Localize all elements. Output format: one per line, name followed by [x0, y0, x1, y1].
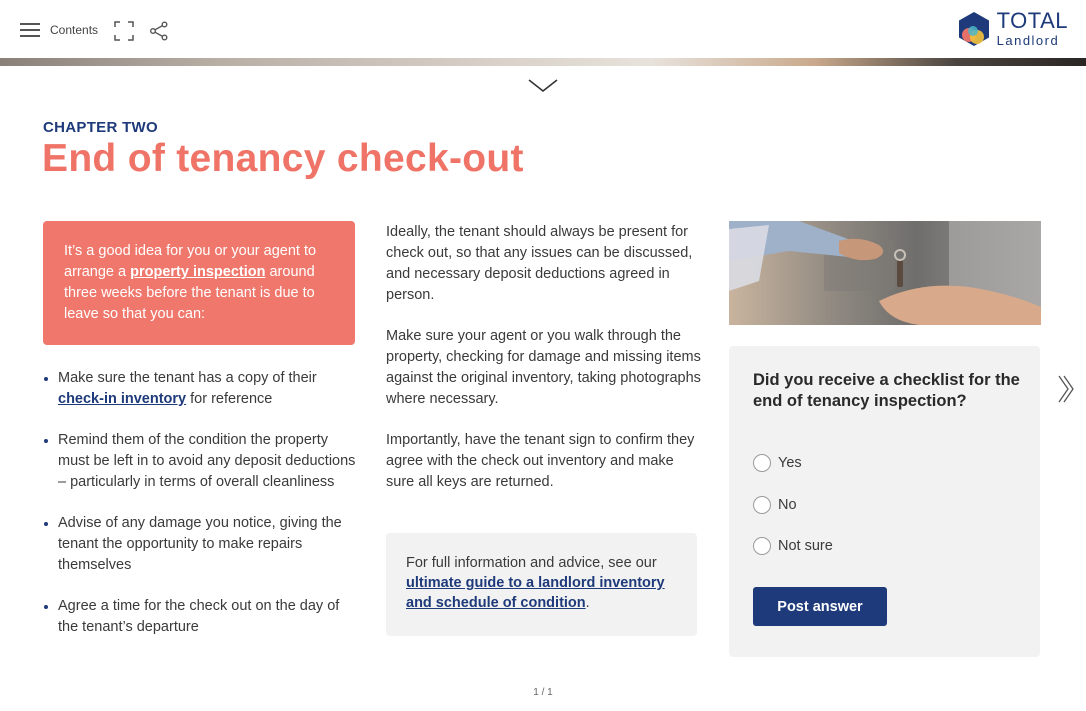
check-in-inventory-link[interactable]: check-in inventory	[58, 391, 187, 407]
total-landlord-logo[interactable]	[957, 10, 1068, 47]
hamburger-icon	[20, 22, 40, 38]
poll-option-not-sure[interactable]	[753, 537, 833, 555]
page-title: End of tenancy check-out	[42, 137, 524, 180]
poll-option-label: Not sure	[778, 538, 833, 554]
contents-label: Contents	[50, 23, 99, 37]
info-box: For full information and advice, see our ultimate guide to a landlord inventory and schedule of condition.	[386, 533, 697, 636]
radio-button[interactable]	[753, 537, 771, 555]
top-toolbar	[0, 0, 1086, 60]
bullet-dot-icon	[44, 439, 48, 443]
poll-option-label: Yes	[778, 455, 802, 471]
hero-image-strip	[0, 58, 1086, 66]
poll-option-label: No	[778, 497, 797, 513]
intro-callout	[43, 221, 355, 345]
paragraph-2: Make sure your agent or you walk through the property, checking for damage and missing items against the original inventory, taking photographs where necessary.	[386, 328, 701, 407]
radio-button[interactable]	[753, 496, 771, 514]
list-item: Advise of any damage you notice, giving the tenant the opportunity to make repairs themselves	[43, 513, 363, 576]
keys-handover-photo	[729, 221, 1041, 325]
next-page-chevron-icon[interactable]	[1056, 374, 1076, 404]
bullet-list	[43, 368, 363, 658]
poll-question: Did you receive a checklist for the end of tenancy inspection?	[753, 371, 1020, 410]
chapter-label: CHAPTER TWO	[43, 119, 158, 136]
info-text: For full information and advice, see our	[406, 555, 657, 571]
share-icon[interactable]	[149, 21, 169, 41]
page-indicator: 1 / 1	[533, 687, 553, 698]
logo-total-text: TOTAL	[996, 8, 1068, 33]
post-answer-button[interactable]: Post answer	[753, 587, 887, 626]
logo-landlord-text: Landlord	[996, 33, 1060, 48]
paragraph-1: Ideally, the tenant should always be present for check out, so that any issues can be discussed, and necessary deposit deductions agreed in person.	[386, 224, 693, 303]
bullet-dot-icon	[44, 605, 48, 609]
chevron-down-icon[interactable]	[528, 78, 558, 94]
paragraph-3: Importantly, have the tenant sign to confirm they agree with the check out inventory and make sure all keys are returned.	[386, 432, 695, 490]
poll-option-yes[interactable]	[753, 454, 802, 472]
bullet-dot-icon	[44, 522, 48, 526]
contents-menu-button[interactable]	[20, 22, 98, 38]
radio-button[interactable]	[753, 454, 771, 472]
bullet-dot-icon	[44, 377, 48, 381]
fullscreen-icon[interactable]	[114, 21, 134, 41]
list-item: Remind them of the condition the property must be left in to avoid any deposit deductions – particularly in terms of overall cleanliness	[43, 430, 363, 493]
property-inspection-link[interactable]: property inspection	[130, 264, 266, 280]
list-item: Agree a time for the check out on the day of the tenant’s departure	[43, 596, 363, 638]
middle-column	[386, 222, 701, 513]
callout-text-after: around three weeks before the tenant is due to leave so that you can:	[64, 264, 315, 322]
callout-text-before: It’s a good idea for you or your agent to arrange a	[64, 243, 317, 280]
poll-panel	[729, 346, 1040, 657]
logo-hexagon-icon	[957, 11, 991, 47]
ultimate-guide-link[interactable]: ultimate guide to a landlord inventory and schedule of condition	[406, 575, 665, 611]
list-item: Make sure the tenant has a copy of their check-in inventory for reference	[43, 368, 363, 410]
poll-option-no[interactable]	[753, 496, 797, 514]
